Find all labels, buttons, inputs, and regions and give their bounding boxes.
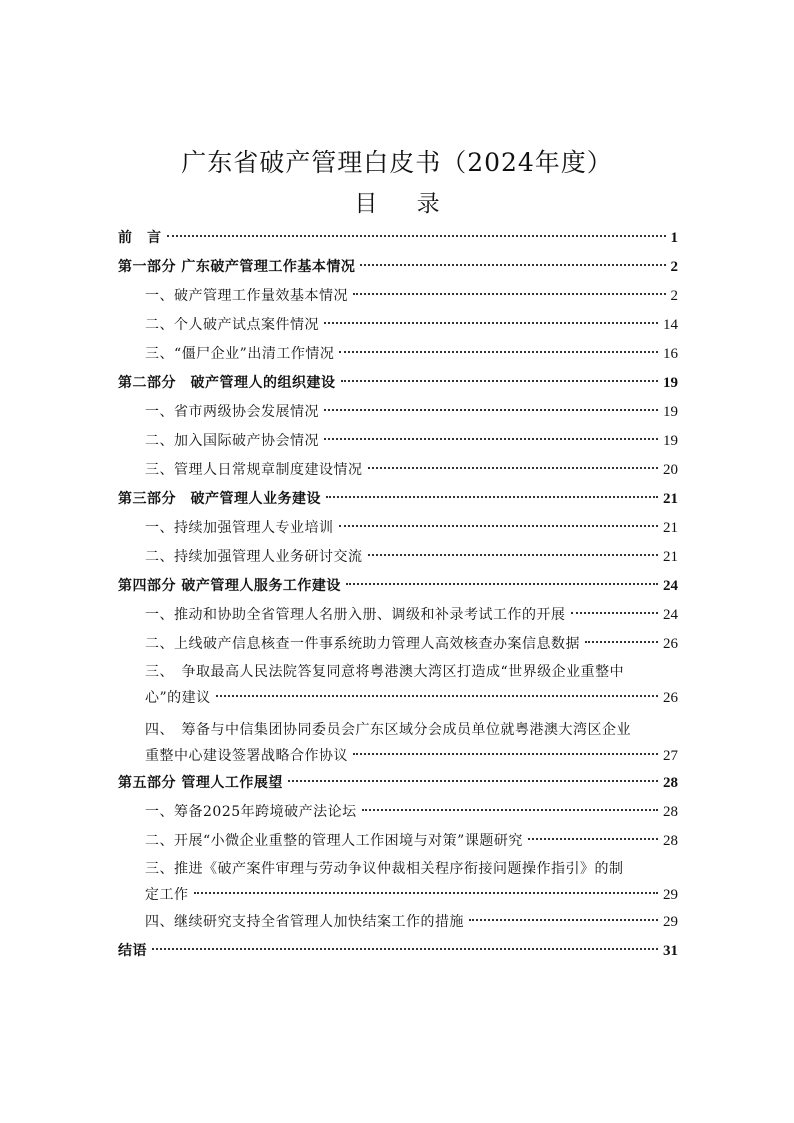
toc-label-continued: 心”的建议: [145, 690, 211, 706]
toc-entry-preface[interactable]: [118, 224, 678, 253]
toc-label: 结语: [118, 943, 147, 959]
toc-leader-dots: [353, 753, 658, 755]
toc-entry-part4[interactable]: [118, 572, 678, 601]
toc-page-number: 28: [663, 833, 678, 849]
toc-leader-dots: [469, 919, 658, 921]
toc-label: 第四部分 破产管理人服务工作建设: [118, 578, 341, 594]
toc-label-continued: 重整中心建设签署战略合作协议: [145, 748, 348, 764]
toc-leader-dots: [216, 695, 658, 697]
toc-leader-dots: [585, 641, 658, 643]
toc-label: 第三部分 破产管理人业务建设: [118, 491, 321, 507]
toc-page-number: 29: [663, 887, 678, 903]
toc-page-number: 19: [663, 404, 678, 420]
toc-leader-dots: [324, 438, 658, 440]
toc-page-number: 2: [670, 288, 678, 304]
toc-entry-part3[interactable]: [118, 485, 678, 514]
toc-page-number: 20: [663, 462, 678, 478]
table-of-contents: [118, 224, 678, 966]
toc-label-continued: 定工作: [145, 887, 189, 903]
toc-label: 二、持续加强管理人业务研讨交流: [145, 549, 363, 565]
toc-page-number: 29: [663, 914, 678, 930]
toc-label: 第一部分 广东破产管理工作基本情况: [118, 259, 356, 275]
toc-label: 一、筹备2025年跨境破产法论坛: [145, 804, 357, 820]
toc-leader-dots: [346, 583, 658, 585]
toc-leader-dots: [167, 235, 666, 237]
toc-label: 四、继续研究支持全省管理人加快结案工作的措施: [145, 914, 464, 930]
toc-page-number: 26: [663, 636, 678, 652]
toc-entry-part2[interactable]: [118, 369, 678, 398]
toc-entry-part1[interactable]: [118, 253, 678, 282]
toc-page-number: 28: [663, 775, 678, 791]
toc-label: 四、 筹备与中信集团协同委员会广东区域分会成员单位就粤港澳大湾区企业: [145, 722, 631, 738]
toc-page-number: 21: [663, 491, 678, 507]
toc-leader-dots: [326, 496, 658, 498]
toc-entry-part1-item1[interactable]: [118, 282, 678, 311]
toc-entry-part5[interactable]: [118, 769, 678, 798]
toc-entry-part3-item2[interactable]: [118, 543, 678, 572]
toc-label: 三、推进《破产案件审理与劳动争议仲裁相关程序衔接问题操作指引》的制: [145, 861, 624, 877]
toc-label: 一、破产管理工作量效基本情况: [145, 288, 348, 304]
toc-leader-dots: [341, 380, 659, 382]
toc-page-number: 28: [663, 804, 678, 820]
toc-label: 三、管理人日常规章制度建设情况: [145, 462, 363, 478]
toc-heading: 目 录: [354, 191, 456, 217]
toc-label: 三、“僵尸企业”出清工作情况: [145, 346, 335, 362]
toc-leader-dots: [194, 892, 659, 894]
toc-entry-part2-item3[interactable]: [118, 456, 678, 485]
toc-label: 第五部分 管理人工作展望: [118, 775, 283, 791]
toc-entry-part4-item4[interactable]: [118, 717, 678, 769]
toc-page-number: 26: [663, 690, 678, 706]
toc-page-number: 24: [663, 578, 678, 594]
toc-entry-part3-item1[interactable]: [118, 514, 678, 543]
toc-entry-part4-item1[interactable]: [118, 601, 678, 630]
toc-leader-dots: [528, 838, 658, 840]
toc-entry-part5-item1[interactable]: [118, 798, 678, 827]
toc-leader-dots: [353, 293, 666, 295]
toc-entry-part5-item4[interactable]: [118, 908, 678, 937]
toc-label: 一、推动和协助全省管理人名册入册、调级和补录考试工作的开展: [145, 607, 566, 623]
page-title: 广东省破产管理白皮书（2024年度）: [181, 148, 613, 177]
toc-page-number: 27: [663, 748, 678, 764]
toc-page-number: 21: [663, 549, 678, 565]
toc-label: 二、开展“小微企业重整的管理人工作困境与对策”课题研究: [145, 833, 523, 849]
toc-leader-dots: [368, 554, 659, 556]
toc-page-number: 2: [670, 259, 678, 275]
toc-label: 第二部分 破产管理人的组织建设: [118, 375, 336, 391]
toc-leader-dots: [339, 351, 658, 353]
toc-label: 前 言: [118, 230, 162, 246]
toc-entry-part4-item3[interactable]: [118, 659, 678, 711]
toc-label: 二、个人破产试点案件情况: [145, 317, 319, 333]
toc-label: 三、 争取最高人民法院答复同意将粤港澳大湾区打造成“世界级企业重整中: [145, 664, 625, 680]
toc-leader-dots: [324, 409, 658, 411]
toc-entry-part1-item3[interactable]: [118, 340, 678, 369]
toc-label: 一、省市两级协会发展情况: [145, 404, 319, 420]
toc-page-number: 1: [670, 230, 678, 246]
toc-leader-dots: [571, 612, 659, 614]
toc-label: 一、持续加强管理人专业培训: [145, 520, 334, 536]
toc-leader-dots: [339, 525, 659, 527]
toc-page-number: 21: [663, 520, 678, 536]
toc-entry-part1-item2[interactable]: [118, 311, 678, 340]
toc-entry-conclusion[interactable]: [118, 937, 678, 966]
toc-page-number: 14: [663, 317, 678, 333]
toc-page-number: 19: [663, 433, 678, 449]
toc-page-number: 31: [663, 943, 678, 959]
toc-leader-dots: [368, 467, 659, 469]
toc-page-number: 16: [663, 346, 678, 362]
toc-entry-part5-item2[interactable]: [118, 827, 678, 856]
toc-entry-part4-item2[interactable]: [118, 630, 678, 659]
toc-leader-dots: [152, 948, 658, 950]
toc-leader-dots: [288, 780, 658, 782]
toc-page-number: 19: [663, 375, 678, 391]
toc-entry-part2-item1[interactable]: [118, 398, 678, 427]
toc-entry-part5-item3[interactable]: [118, 856, 678, 908]
toc-leader-dots: [362, 809, 658, 811]
toc-leader-dots: [360, 264, 665, 266]
toc-label: 二、上线破产信息核查一件事系统助力管理人高效核查办案信息数据: [145, 636, 580, 652]
toc-entry-part2-item2[interactable]: [118, 427, 678, 456]
toc-label: 二、加入国际破产协会情况: [145, 433, 319, 449]
toc-page-number: 24: [663, 607, 678, 623]
toc-leader-dots: [324, 322, 658, 324]
